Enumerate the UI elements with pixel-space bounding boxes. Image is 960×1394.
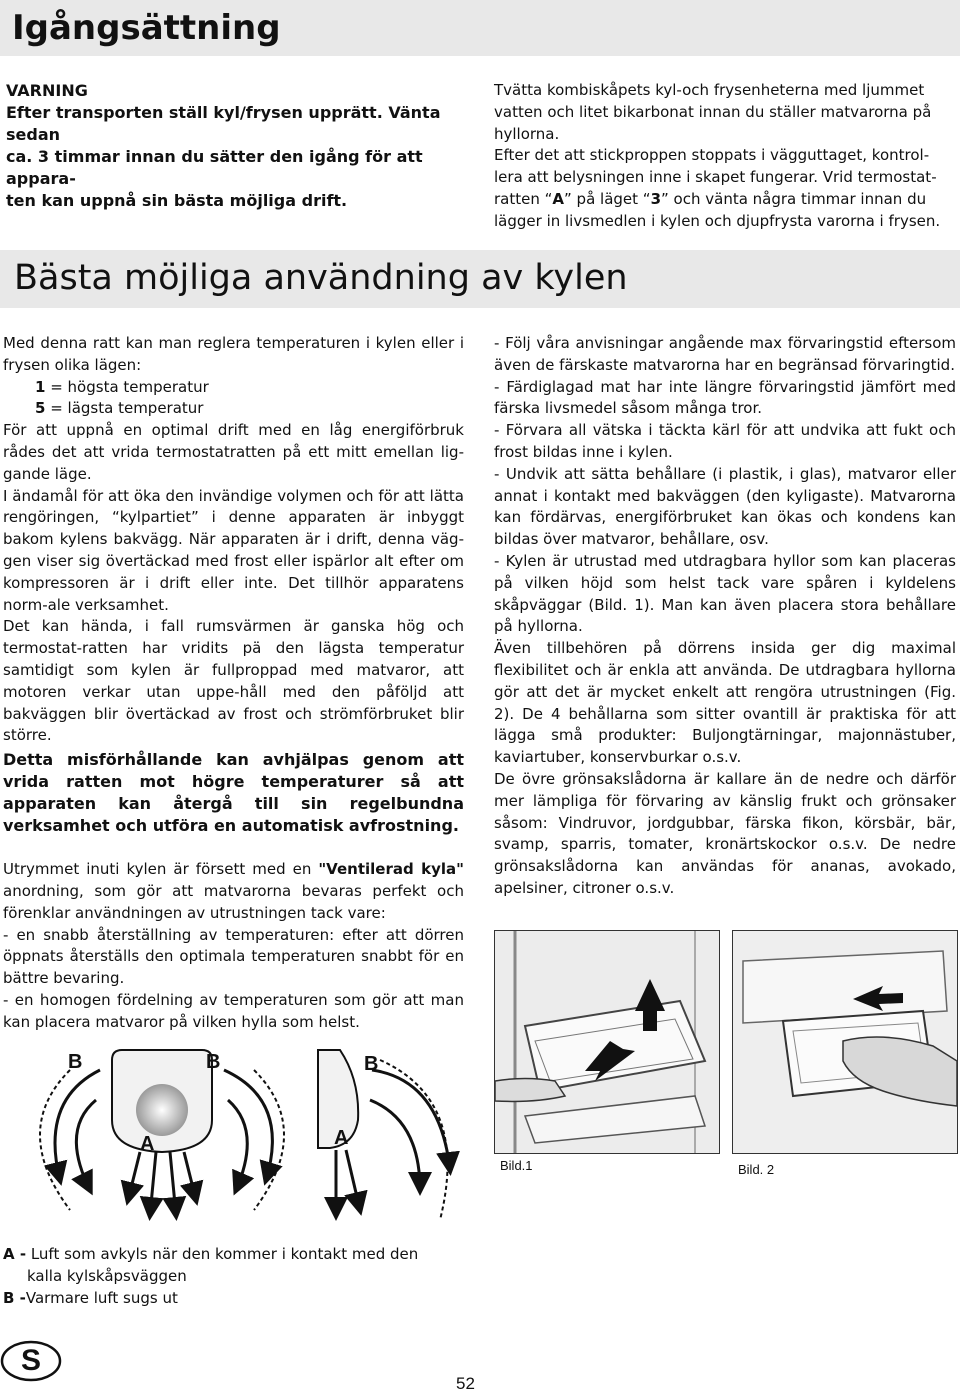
paragraph: - en snabb återställning av temperaturen: efter att dörren öppnats återställs den optimala temperaturen snabbt för en bättre bevaring. (3, 925, 464, 988)
legend-a-cont: kalla kylskåpsväggen (27, 1267, 187, 1285)
text-span: "Ventilerad kyla" (318, 860, 464, 879)
temp-high (3, 377, 464, 399)
right-column (494, 333, 956, 900)
dial-number: 3 (650, 189, 662, 208)
label-a: A (140, 1133, 155, 1155)
temp-low (3, 398, 464, 420)
caption-bild1: Bild.1 (500, 1158, 533, 1173)
intro-line (494, 189, 956, 211)
airflow-diagram (0, 1040, 480, 1230)
intro-line: hyllorna. (494, 124, 560, 143)
paragraph: Även tillbehören på dörrens insida ger dig maximal flexibilitet och är enkla att använda. De utdragbara hyllorna gör att det är mycket enkelt att rengöra utrustningen (Fig. 2). De 4 behållarna som sitter ovantill är praktiska för att lägga små produkter: Buljongtärningar, majonnästuber, kaviartuber, konservburkar o.s.v. (494, 639, 956, 767)
label-b: B (364, 1053, 379, 1075)
door-bin-illustration (733, 931, 957, 1153)
page-number: 52 (456, 1374, 475, 1393)
text-span: anordning, som gör att matvarorna bevaras perfekt och förenklar användningen av utrustningen tack vare: (3, 881, 464, 922)
language-badge (0, 1340, 62, 1382)
photo-door-bin (732, 930, 958, 1154)
page-title: Igångsättning (12, 8, 281, 48)
legend-a (3, 1243, 473, 1265)
intro-right (494, 80, 956, 233)
section-title: Bästa möjliga användning av kylen (14, 258, 628, 298)
paragraph: I ändamål för att öka den invändige volymen och för att lätta rengöringen, “kylpartiet” i denne apparaten är inbyggt bakom kylens bakvägg. När apparaten är i drift, denna väg-gen viser sig övertäckad med frost eller ispärlor alt efter om kompressoren är i drift eller inte. Det tillhör apparatens norm-ale verksamhet. (3, 486, 464, 614)
paragraph: De övre grönsakslådorna är kallare än de nedre och därför mer lämpliga för förvaring av känslig frukt och grönsaker såsom: Vindruvor, jordgubbar, färska fikon, körsbär, bär, svamp, sparris, tomater, kronärtskockor o.s.v. De nedre grönsakslådorna kan användas för ananas, avokado, apelsiner, citroner o.s.v. (494, 769, 956, 897)
text-span: ratten “ (494, 189, 553, 208)
text-span: ” och vänta några timmar innan du (661, 189, 927, 208)
dial-letter: A (552, 189, 565, 208)
paragraph: För att uppnå en optimal drift med en låg energiförbruk rådes det att vrida termostatratten på ett mitt emellan lig-gande läge. (3, 421, 464, 483)
intro-line: vatten och litet bikarbonat innan du ställer matvarorna på (494, 102, 932, 121)
text-span: 5 (35, 399, 46, 418)
warning-line: Efter transporten ställ kyl/frysen upprätt. Vänta sedan (6, 103, 441, 144)
legend-text: Varmare luft sugs ut (25, 1289, 178, 1307)
label-b: B (206, 1051, 221, 1073)
section-band (0, 250, 960, 308)
paragraph: - Undvik att sätta behållare (i plastik, i glas), matvaror eller annat i kontakt med bakväggen (den kyligaste). Matvarorna kan fördärvas, energiförbruket kan ökas och kondens kan bildas över matvaror, behållare, osv. (494, 464, 956, 549)
warning-block (6, 80, 476, 212)
text-span: = lägsta temperatur (45, 399, 204, 418)
legend-text: Luft som avkyls när den kommer i kontakt med den (26, 1245, 419, 1263)
paragraph: - Följ våra anvisningar angående max förvaringstid eftersom även de färskaste matvarorna har en begränsad förvaringtid. (494, 334, 956, 374)
warning-line: ten kan uppnå sin bästa möjliga drift. (6, 191, 348, 210)
legend-key: A - (3, 1245, 27, 1263)
label-a: A (334, 1127, 349, 1149)
text-span: 1 (35, 377, 46, 396)
paragraph: - Förvara all vätska i täckta kärl för att undvika att fukt och frost bildas inne i kylen. (494, 421, 956, 461)
text-span: Utrymmet inuti kylen är försett med en (3, 860, 319, 879)
language-code: S (20, 1344, 41, 1377)
intro-line: Tvätta kombiskåpets kyl-och frysenheterna med ljummet (494, 81, 925, 99)
paragraph (3, 859, 464, 924)
paragraph: - Färdiglagad mat har inte längre förvaringstid jämfört med färska livsmedel såsom många tror. (494, 377, 956, 418)
diagram-legend (3, 1243, 473, 1309)
paragraph: Med denna ratt kan man reglera temperaturen i kylen eller i frysen olika lägen: (3, 334, 464, 374)
caption-bild2: Bild. 2 (738, 1162, 775, 1177)
warning-line: ca. 3 timmar innan du sätter den igång för att appara- (6, 147, 423, 188)
left-column (3, 333, 464, 1034)
intro-line: lägger in livsmedlen i kylen och djupfrysta varorna i frysen. (494, 211, 941, 230)
warning-heading: VARNING (6, 81, 88, 100)
shelf-illustration (495, 931, 719, 1153)
hand-icon (495, 1079, 565, 1102)
intro-line: lera att belysningen inne i skapet fungerar. Vrid termostat- (494, 168, 937, 187)
text-span: ” på läget “ (564, 189, 651, 208)
paragraph: Det kan hända, i fall rumsvärmen är ganska hög och termostat-ratten har vridits pä den lägsta temperatur samtidigt som kylen är fullproppad med matvaror, att motoren verkar utan uppe-håll med den påföljd att bakväggen blir övertäckad av frost och strömförbruket blir större. (3, 617, 464, 745)
photo-shelves (494, 930, 720, 1154)
fan-icon (136, 1084, 188, 1136)
text-span: = högsta temperatur (45, 377, 209, 396)
title-band (0, 0, 960, 56)
paragraph: - en homogen fördelning av temperaturen som gör att man kan placera matvaror på vilken hylla som helst. (3, 990, 464, 1031)
label-b: B (68, 1051, 83, 1073)
bold-paragraph: Detta misförhållande kan avhjälpas genom att vrida ratten mot högre temperaturer så att apparaten kan återgå till sin regelbundna verksamhet och utföra en automatisk avfrostning. (3, 750, 464, 836)
legend-b (3, 1287, 473, 1309)
intro-line: Efter det att stickproppen stoppats i vägguttaget, kontrol- (494, 146, 930, 165)
paragraph: - Kylen är utrustad med utdragbara hyllor som kan placeras på vilken höjd som helst tack vare spåren i kyldelens skåpväggar (Bild. 1). Man kan även placera stora behållare på hyllorna. (494, 551, 956, 636)
legend-key: B - (3, 1289, 26, 1307)
